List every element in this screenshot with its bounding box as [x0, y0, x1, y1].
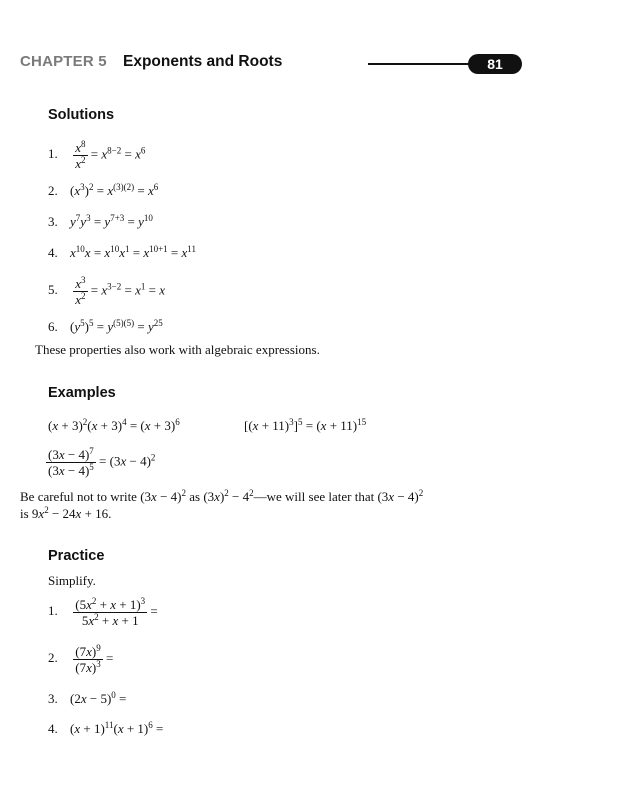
practice-2: 2. $\frac{(7x)^9}{(7x)^3}$ =: [48, 643, 114, 675]
chapter-label: CHAPTER 5: [20, 53, 107, 70]
examples-heading: Examples: [48, 385, 116, 401]
header-rule: [368, 63, 478, 65]
practice-heading: Practice: [48, 548, 105, 564]
fraction: $\frac{x^8}{x^2}$: [75, 139, 86, 171]
solution-6: 6. $(y^5)^5 = y^{(5)(5)} = y^{25}$: [48, 318, 163, 334]
solution-4: 4. $x^{10}x = x^{10}x^1 = x^{10+1} = x^{11}$: [48, 244, 196, 260]
caution-line-1: Be careful not to write $(3x - 4)^2$ as $(3x)^2$ − $4^2—we$ will see later that $(3x - 4)^2$: [20, 488, 424, 504]
fraction: $\frac{(3x - 4)^7}{(3x - 4)^5}$: [48, 446, 94, 478]
example-3: $\frac{(3x - 4)^7}{(3x - 4)^5}$ = $(3x - 4)^2$: [48, 446, 156, 478]
fraction: $\frac{x^3}{x^2}$: [75, 275, 86, 307]
solutions-heading: Solutions: [48, 107, 115, 123]
caution-line-2: is $9x^2 - 24x + 16$.: [20, 505, 112, 521]
solution-2: 2. $(x^3)^2 = x^{(3)(2)} = x^6$: [48, 182, 159, 198]
note-text: These properties also work with algebraic expressions.: [35, 342, 320, 357]
fraction: $\frac{(5x^2 + x + 1)^3}{5x^2 + x + 1}$: [75, 596, 146, 628]
fraction: $\frac{(7x)^9}{(7x)^3}$: [75, 643, 101, 675]
page-number-badge: 81: [468, 54, 522, 74]
solution-3: 3. $y^7y^3 = y^{7+3} = y^{10}$: [48, 213, 153, 229]
example-1: $(x + 3)^2(x + 3)^4 = (x + 3)^6$: [48, 417, 180, 433]
practice-3: 3. $(2x - 5)^0$ =: [48, 690, 127, 706]
chapter-title: Exponents and Roots: [123, 53, 283, 70]
example-2: $[(x + 11)^3]^5 = (x + 11)^{15}$: [244, 417, 367, 433]
solution-5: 5. $\frac{x^3}{x^2}$ = $x^{3-2} = x^1 = x$: [48, 275, 165, 307]
solution-1: 1. $\frac{x^8}{x^2}$ = $x^{8-2} = x^6$: [48, 139, 146, 171]
practice-1: 1. $\frac{(5x^2 + x + 1)^3}{5x^2 + x + 1}$ =: [48, 596, 158, 628]
practice-instruction: Simplify.: [48, 573, 96, 588]
practice-4: 4. $(x + 1)^{11}(x + 1)^6$ =: [48, 720, 164, 736]
